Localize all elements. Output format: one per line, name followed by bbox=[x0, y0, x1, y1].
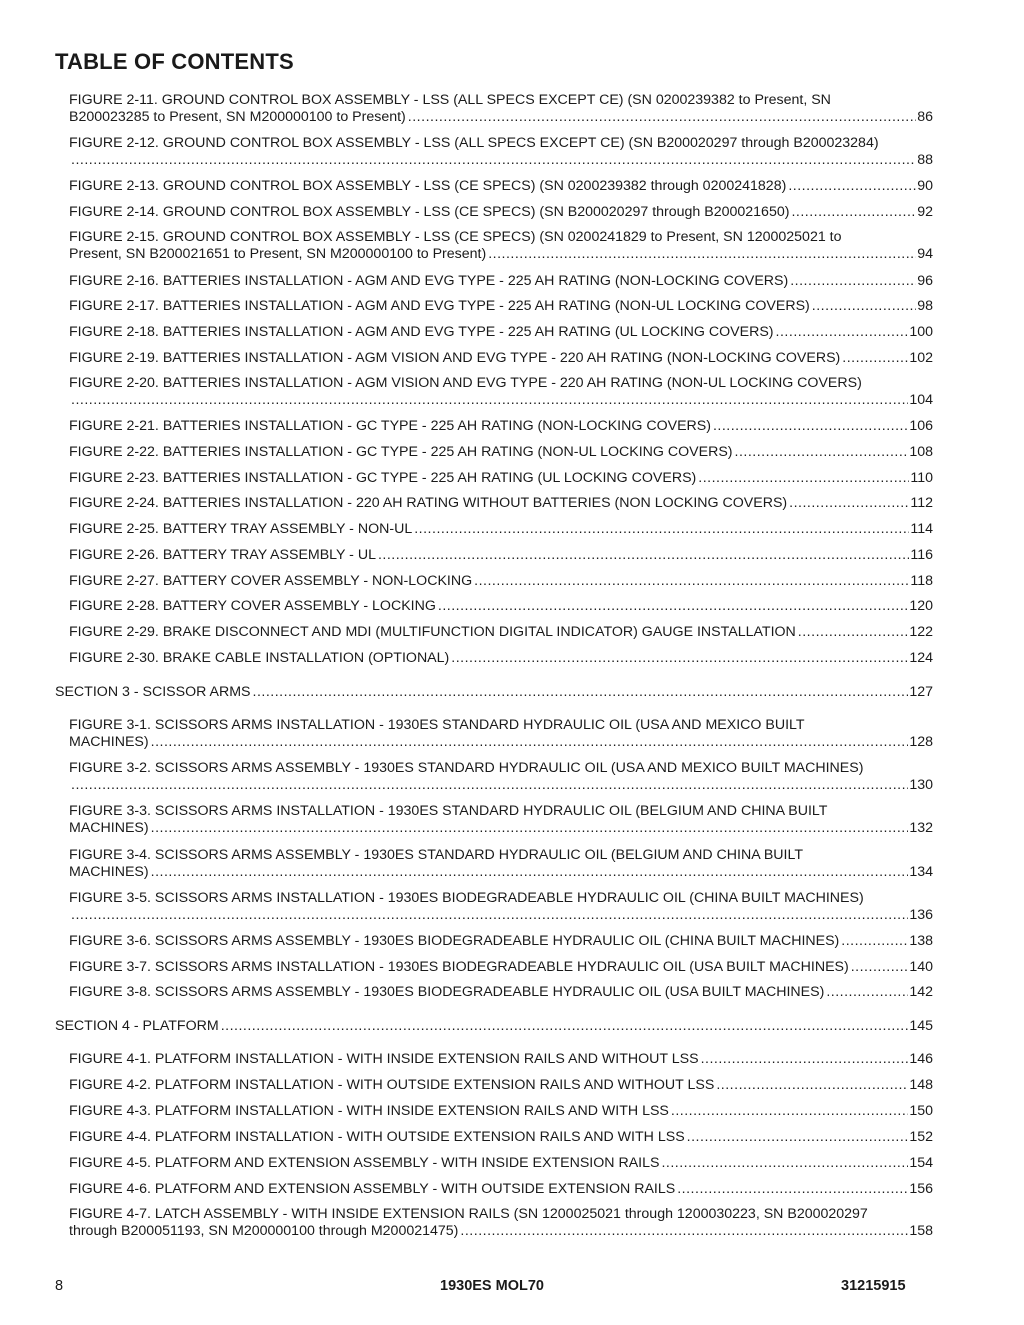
page-number: 146 bbox=[909, 1051, 933, 1067]
page-number: 127 bbox=[909, 684, 933, 700]
toc-figure-entry[interactable] bbox=[69, 92, 933, 126]
entry-leader-row bbox=[69, 204, 933, 221]
toc-figure-entry[interactable] bbox=[69, 890, 933, 924]
page-number: 154 bbox=[909, 1155, 933, 1171]
entry-title: FIGURE 2-19. BATTERIES INSTALLATION - AGM VISION AND EVG TYPE - 220 AH RATING (NON-LOCKING COVERS) bbox=[69, 350, 841, 366]
footer-document-number: 31215915 bbox=[841, 1278, 906, 1294]
entry-title-continuation: B200023285 to Present, SN M200000100 to Present) bbox=[69, 109, 406, 125]
dot-leader bbox=[798, 624, 909, 641]
dot-leader bbox=[151, 734, 909, 751]
dot-leader bbox=[71, 777, 908, 794]
entry-leader-row bbox=[69, 820, 933, 837]
dot-leader bbox=[776, 324, 909, 341]
entry-title: FIGURE 2-13. GROUND CONTROL BOX ASSEMBLY - LSS (CE SPECS) (SN 0200239382 through 0200241828) bbox=[69, 178, 787, 194]
entry-leader-row bbox=[69, 1103, 933, 1120]
entry-title-line: FIGURE 3-4. SCISSORS ARMS ASSEMBLY - 1930ES STANDARD HYDRAULIC OIL (BELGIUM AND CHINA BUILT bbox=[69, 847, 803, 863]
page-number: 88 bbox=[917, 152, 933, 168]
entry-leader-row bbox=[69, 444, 933, 461]
page-number: 96 bbox=[917, 273, 933, 289]
toc-figure-entry[interactable] bbox=[69, 178, 933, 195]
entry-leader-row bbox=[69, 178, 933, 195]
entry-leader-row bbox=[69, 418, 933, 435]
entry-title-line: FIGURE 3-3. SCISSORS ARMS INSTALLATION - 1930ES STANDARD HYDRAULIC OIL (BELGIUM AND CHINA BUILT bbox=[69, 803, 828, 819]
entry-title-line: FIGURE 2-12. GROUND CONTROL BOX ASSEMBLY - LSS (ALL SPECS EXCEPT CE) (SN B200020297 through B200023284) bbox=[69, 135, 879, 151]
entry-title: FIGURE 2-26. BATTERY TRAY ASSEMBLY - UL bbox=[69, 547, 376, 563]
entry-title: FIGURE 2-25. BATTERY TRAY ASSEMBLY - NON-UL bbox=[69, 521, 413, 537]
page-number: 140 bbox=[909, 959, 933, 975]
entry-title: FIGURE 3-8. SCISSORS ARMS ASSEMBLY - 1930ES BIODEGRADEABLE HYDRAULIC OIL (USA BUILT MACHINES) bbox=[69, 984, 825, 1000]
page-number: 118 bbox=[910, 573, 933, 589]
page-number: 138 bbox=[909, 933, 933, 949]
entry-title: FIGURE 2-28. BATTERY COVER ASSEMBLY - LOCKING bbox=[69, 598, 436, 614]
entry-title: FIGURE 4-5. PLATFORM AND EXTENSION ASSEMBLY - WITH INSIDE EXTENSION RAILS bbox=[69, 1155, 660, 1171]
dot-leader bbox=[71, 907, 908, 924]
dot-leader bbox=[438, 598, 908, 615]
toc-figure-entry[interactable] bbox=[69, 598, 933, 615]
toc-figure-entry[interactable] bbox=[69, 933, 933, 950]
entry-leader-row bbox=[69, 547, 933, 564]
dot-leader bbox=[716, 1077, 908, 1094]
toc-figure-entry[interactable] bbox=[69, 1129, 933, 1146]
entry-leader-row bbox=[69, 273, 933, 290]
entry-title: FIGURE 4-4. PLATFORM INSTALLATION - WITH OUTSIDE EXTENSION RAILS AND WITH LSS bbox=[69, 1129, 685, 1145]
entry-title: FIGURE 2-27. BATTERY COVER ASSEMBLY - NON-LOCKING bbox=[69, 573, 473, 589]
dot-leader bbox=[698, 470, 909, 487]
entry-title: FIGURE 4-6. PLATFORM AND EXTENSION ASSEMBLY - WITH OUTSIDE EXTENSION RAILS bbox=[69, 1181, 676, 1197]
entry-title: SECTION 3 - SCISSOR ARMS bbox=[55, 684, 251, 700]
page-number: 130 bbox=[909, 777, 933, 793]
page-number: 128 bbox=[909, 734, 933, 750]
entry-leader-row bbox=[69, 624, 933, 641]
dot-leader bbox=[71, 392, 908, 409]
entry-leader-row bbox=[55, 1018, 933, 1035]
dot-leader bbox=[488, 246, 916, 263]
dot-leader bbox=[842, 350, 908, 367]
toc-figure-entry[interactable] bbox=[69, 495, 933, 512]
page-number: 108 bbox=[909, 444, 933, 460]
page-number: 136 bbox=[909, 907, 933, 923]
dot-leader bbox=[221, 1018, 909, 1035]
dot-leader bbox=[151, 864, 909, 881]
entry-leader-row bbox=[69, 109, 933, 126]
dot-leader bbox=[151, 820, 909, 837]
entry-title: FIGURE 2-30. BRAKE CABLE INSTALLATION (OPTIONAL) bbox=[69, 650, 450, 666]
entry-title-line: FIGURE 2-15. GROUND CONTROL BOX ASSEMBLY - LSS (CE SPECS) (SN 0200241829 to Present, SN 1200025021 to bbox=[69, 229, 842, 245]
page-number: 124 bbox=[909, 650, 933, 666]
page-number: 110 bbox=[910, 470, 933, 486]
toc-figure-entry[interactable] bbox=[69, 204, 933, 221]
dot-leader bbox=[451, 650, 908, 667]
page-number: 112 bbox=[910, 495, 933, 511]
toc-figure-entry[interactable] bbox=[69, 298, 933, 315]
entry-title-continuation: MACHINES) bbox=[69, 820, 149, 836]
entry-title: FIGURE 3-6. SCISSORS ARMS ASSEMBLY - 1930ES BIODEGRADEABLE HYDRAULIC OIL (CHINA BUILT MACHINES) bbox=[69, 933, 840, 949]
page-number: 120 bbox=[909, 598, 933, 614]
dot-leader bbox=[788, 178, 916, 195]
entry-title: FIGURE 2-17. BATTERIES INSTALLATION - AGM AND EVG TYPE - 225 AH RATING (NON-UL LOCKING COVERS) bbox=[69, 298, 810, 314]
dot-leader bbox=[253, 684, 909, 701]
page-number: 102 bbox=[909, 350, 933, 366]
page-number: 100 bbox=[909, 324, 933, 340]
dot-leader bbox=[791, 204, 916, 221]
entry-title: FIGURE 4-3. PLATFORM INSTALLATION - WITH INSIDE EXTENSION RAILS AND WITH LSS bbox=[69, 1103, 669, 1119]
entry-title: SECTION 4 - PLATFORM bbox=[55, 1018, 219, 1034]
entry-leader-row bbox=[69, 1051, 933, 1068]
toc-figure-entry[interactable] bbox=[69, 350, 933, 367]
toc-figure-entry[interactable] bbox=[69, 273, 933, 290]
entry-title-continuation: MACHINES) bbox=[69, 864, 149, 880]
dot-leader bbox=[826, 984, 908, 1001]
page-number: 94 bbox=[917, 246, 933, 262]
toc-figure-entry[interactable] bbox=[69, 444, 933, 461]
entry-title-line: FIGURE 2-20. BATTERIES INSTALLATION - AGM VISION AND EVG TYPE - 220 AH RATING (NON-UL LOCKING COVERS) bbox=[69, 375, 862, 391]
dot-leader bbox=[671, 1103, 908, 1120]
entry-title-continuation: Present, SN B200021651 to Present, SN M200000100 to Present) bbox=[69, 246, 487, 262]
toc-figure-entry[interactable] bbox=[69, 375, 933, 409]
dot-leader bbox=[713, 418, 908, 435]
toc-figure-entry[interactable] bbox=[69, 1103, 933, 1120]
entry-leader-row bbox=[69, 959, 933, 976]
entry-leader-row bbox=[69, 573, 933, 590]
dot-leader bbox=[408, 109, 916, 126]
entry-leader-row bbox=[55, 684, 933, 701]
entry-title-line: FIGURE 3-1. SCISSORS ARMS INSTALLATION - 1930ES STANDARD HYDRAULIC OIL (USA AND MEXICO BUILT bbox=[69, 717, 805, 733]
entry-title: FIGURE 2-21. BATTERIES INSTALLATION - GC TYPE - 225 AH RATING (NON-LOCKING COVERS) bbox=[69, 418, 711, 434]
entry-title: FIGURE 4-2. PLATFORM INSTALLATION - WITH OUTSIDE EXTENSION RAILS AND WITHOUT LSS bbox=[69, 1077, 715, 1093]
entry-title: FIGURE 2-24. BATTERIES INSTALLATION - 220 AH RATING WITHOUT BATTERIES (NON LOCKING COVERS) bbox=[69, 495, 788, 511]
toc-figure-entry[interactable] bbox=[69, 1206, 933, 1240]
dot-leader bbox=[841, 933, 908, 950]
toc-figure-entry[interactable] bbox=[69, 547, 933, 564]
entry-leader-row bbox=[69, 650, 933, 667]
dot-leader bbox=[414, 521, 909, 538]
toc-figure-entry[interactable] bbox=[69, 984, 933, 1001]
entry-leader-row bbox=[69, 152, 933, 169]
page-number: 142 bbox=[909, 984, 933, 1000]
entry-leader-row bbox=[69, 246, 933, 263]
entry-leader-row bbox=[69, 734, 933, 751]
toc-figure-entry[interactable] bbox=[69, 803, 933, 837]
page-number: 90 bbox=[917, 178, 933, 194]
page-number: 86 bbox=[917, 109, 933, 125]
toc-figure-entry[interactable] bbox=[69, 650, 933, 667]
entry-leader-row bbox=[69, 1129, 933, 1146]
toc-figure-entry[interactable] bbox=[69, 470, 933, 487]
toc-section-entry[interactable] bbox=[55, 1018, 933, 1035]
toc-figure-entry[interactable] bbox=[69, 1051, 933, 1068]
page-number: 145 bbox=[909, 1018, 933, 1034]
entry-leader-row bbox=[69, 392, 933, 409]
dot-leader bbox=[735, 444, 909, 461]
page-number: 156 bbox=[909, 1181, 933, 1197]
entry-title-continuation: MACHINES) bbox=[69, 734, 149, 750]
page-number: 134 bbox=[909, 864, 933, 880]
entry-leader-row bbox=[69, 1223, 933, 1240]
page-number: 98 bbox=[917, 298, 933, 314]
entry-title-line: FIGURE 3-5. SCISSORS ARMS INSTALLATION - 1930ES BIODEGRADEABLE HYDRAULIC OIL (CHINA BUILT MACHINES) bbox=[69, 890, 864, 906]
page-number: 158 bbox=[909, 1223, 933, 1239]
entry-leader-row bbox=[69, 1181, 933, 1198]
entry-leader-row bbox=[69, 298, 933, 315]
dot-leader bbox=[71, 152, 916, 169]
dot-leader bbox=[790, 273, 916, 290]
entry-leader-row bbox=[69, 984, 933, 1001]
entry-leader-row bbox=[69, 1155, 933, 1172]
entry-title: FIGURE 2-23. BATTERIES INSTALLATION - GC TYPE - 225 AH RATING (UL LOCKING COVERS) bbox=[69, 470, 697, 486]
page-title: TABLE OF CONTENTS bbox=[55, 49, 294, 74]
toc-figure-entry[interactable] bbox=[69, 1181, 933, 1198]
toc-figure-entry[interactable] bbox=[69, 521, 933, 538]
entry-title: FIGURE 2-14. GROUND CONTROL BOX ASSEMBLY - LSS (CE SPECS) (SN B200020297 through B200021650) bbox=[69, 204, 790, 220]
toc-figure-entry[interactable] bbox=[69, 847, 933, 881]
entry-title-line: FIGURE 3-2. SCISSORS ARMS ASSEMBLY - 1930ES STANDARD HYDRAULIC OIL (USA AND MEXICO BUILT MACHINES) bbox=[69, 760, 864, 776]
dot-leader bbox=[661, 1155, 908, 1172]
toc-figure-entry[interactable] bbox=[69, 418, 933, 435]
entry-leader-row bbox=[69, 495, 933, 512]
entry-title-continuation: through B200051193, SN M200000100 through M200021475) bbox=[69, 1223, 459, 1239]
dot-leader bbox=[378, 547, 909, 564]
dot-leader bbox=[851, 959, 909, 976]
entry-title-line: FIGURE 4-7. LATCH ASSEMBLY - WITH INSIDE EXTENSION RAILS (SN 1200025021 through 1200030223, SN B200020297 bbox=[69, 1206, 868, 1222]
toc-figure-entry[interactable] bbox=[69, 717, 933, 751]
page-number: 106 bbox=[909, 418, 933, 434]
dot-leader bbox=[789, 495, 909, 512]
toc-figure-entry[interactable] bbox=[69, 135, 933, 169]
page-number: 150 bbox=[909, 1103, 933, 1119]
toc-figure-entry[interactable] bbox=[69, 959, 933, 976]
entry-title: FIGURE 2-29. BRAKE DISCONNECT AND MDI (MULTIFUNCTION DIGITAL INDICATOR) GAUGE INSTALLATION bbox=[69, 624, 796, 640]
dot-leader bbox=[701, 1051, 909, 1068]
entry-title: FIGURE 2-22. BATTERIES INSTALLATION - GC TYPE - 225 AH RATING (NON-UL LOCKING COVERS) bbox=[69, 444, 733, 460]
dot-leader bbox=[460, 1223, 908, 1240]
entry-leader-row bbox=[69, 470, 933, 487]
entry-title: FIGURE 2-18. BATTERIES INSTALLATION - AGM AND EVG TYPE - 225 AH RATING (UL LOCKING COVERS) bbox=[69, 324, 774, 340]
entry-leader-row bbox=[69, 598, 933, 615]
footer-model: 1930ES MOL70 bbox=[440, 1278, 544, 1294]
toc-figure-entry[interactable] bbox=[69, 1155, 933, 1172]
page-number: 116 bbox=[910, 547, 933, 563]
toc-figure-entry[interactable] bbox=[69, 229, 933, 263]
dot-leader bbox=[677, 1181, 908, 1198]
page-number: 104 bbox=[909, 392, 933, 408]
toc-figure-entry[interactable] bbox=[69, 624, 933, 641]
page-number: 122 bbox=[909, 624, 933, 640]
entry-title: FIGURE 3-7. SCISSORS ARMS INSTALLATION - 1930ES BIODEGRADEABLE HYDRAULIC OIL (USA BUILT MACHINES) bbox=[69, 959, 849, 975]
entry-leader-row bbox=[69, 521, 933, 538]
entry-title-line: FIGURE 2-11. GROUND CONTROL BOX ASSEMBLY - LSS (ALL SPECS EXCEPT CE) (SN 0200239382 to Present, SN bbox=[69, 92, 831, 108]
page-number: 152 bbox=[909, 1129, 933, 1145]
dot-leader bbox=[812, 298, 916, 315]
page-number: 92 bbox=[917, 204, 933, 220]
entry-leader-row bbox=[69, 933, 933, 950]
dot-leader bbox=[687, 1129, 909, 1146]
footer-page-number: 8 bbox=[55, 1278, 64, 1294]
entry-leader-row bbox=[69, 777, 933, 794]
toc-section-entry[interactable] bbox=[55, 684, 933, 701]
toc-figure-entry[interactable] bbox=[69, 573, 933, 590]
entry-leader-row bbox=[69, 324, 933, 341]
page-number: 148 bbox=[909, 1077, 933, 1093]
page-number: 114 bbox=[910, 521, 933, 537]
toc-figure-entry[interactable] bbox=[69, 760, 933, 794]
entry-title: FIGURE 4-1. PLATFORM INSTALLATION - WITH INSIDE EXTENSION RAILS AND WITHOUT LSS bbox=[69, 1051, 699, 1067]
entry-title: FIGURE 2-16. BATTERIES INSTALLATION - AGM AND EVG TYPE - 225 AH RATING (NON-LOCKING COVERS) bbox=[69, 273, 789, 289]
dot-leader bbox=[474, 573, 909, 590]
entry-leader-row bbox=[69, 864, 933, 881]
toc-figure-entry[interactable] bbox=[69, 1077, 933, 1094]
entry-leader-row bbox=[69, 907, 933, 924]
entry-leader-row bbox=[69, 350, 933, 367]
entry-leader-row bbox=[69, 1077, 933, 1094]
page-number: 132 bbox=[909, 820, 933, 836]
toc-figure-entry[interactable] bbox=[69, 324, 933, 341]
